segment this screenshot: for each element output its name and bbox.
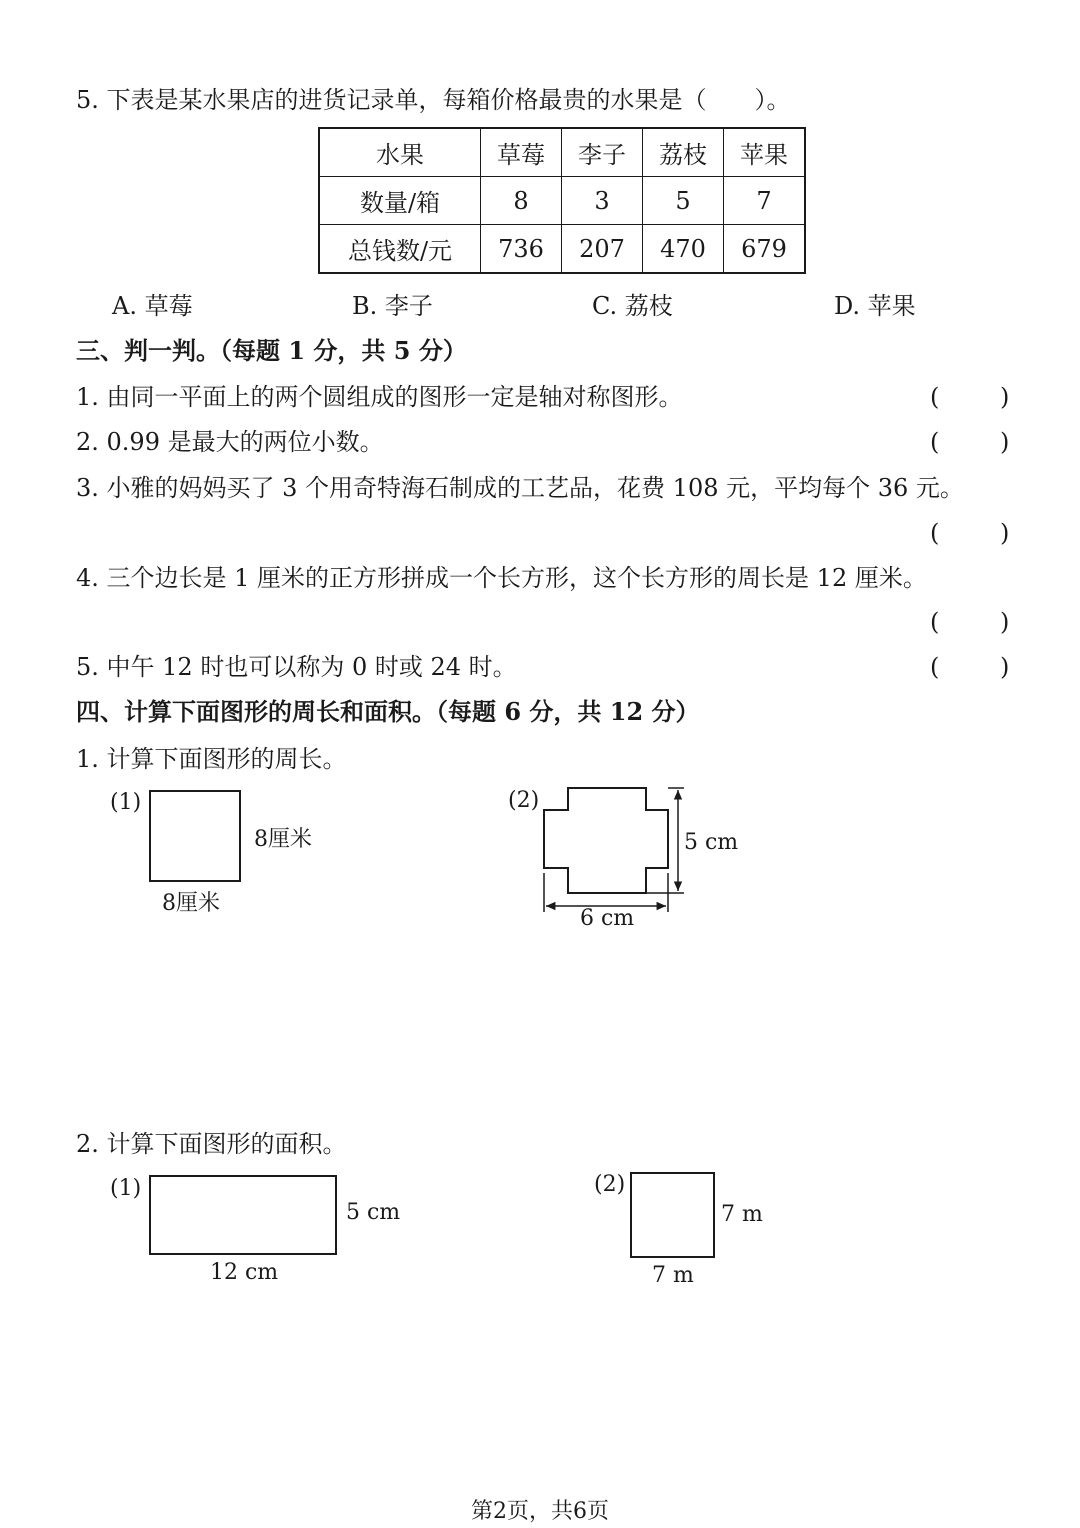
part1-title: 1. 计算下面图形的周长。 (76, 745, 347, 773)
dimension-label: 5 cm (684, 830, 739, 855)
q5-stem: 5. 下表是某水果店的进货记录单，每箱价格最贵的水果是（ ）。 (76, 86, 791, 114)
paren-close: ) (1000, 383, 1010, 411)
table-cell: 7 (724, 177, 806, 225)
paren-open: ( (930, 519, 940, 547)
option-c: C. 荔枝 (592, 292, 673, 320)
section3-title: 三、判一判。（每题 1 分，共 5 分） (76, 336, 467, 365)
table-cell: 5 (643, 177, 724, 225)
table-cell: 736 (481, 225, 562, 274)
option-d: D. 苹果 (834, 292, 916, 320)
table-cell: 草莓 (481, 128, 562, 177)
dimension-label: 6 cm (580, 906, 635, 931)
dimension-label: 7 m (652, 1263, 694, 1288)
dimension-label: 8厘米 (254, 827, 312, 852)
rectangle-figure (149, 1175, 337, 1255)
dimension-label: 7 m (721, 1202, 763, 1227)
square-figure (630, 1172, 715, 1258)
figure-label: (1) (110, 790, 142, 815)
judge-item-4: 4. 三个边长是 1 厘米的正方形拼成一个长方形，这个长方形的周长是 12 厘米。 (76, 564, 927, 592)
option-a: A. 草莓 (112, 292, 193, 320)
paren-close: ) (1000, 608, 1010, 636)
judge-item-2: 2. 0.99 是最大的两位小数。 (76, 428, 384, 456)
table-cell: 数量/箱 (319, 177, 481, 225)
table-cell: 470 (643, 225, 724, 274)
paren-close: ) (1000, 428, 1010, 456)
page-footer: 第2页，共6页 (471, 1499, 609, 1524)
table-cell: 3 (562, 177, 643, 225)
square-figure (149, 790, 241, 882)
judge-item-3: 3. 小雅的妈妈买了 3 个用奇特海石制成的工艺品，花费 108 元，平均每个 36 元。 (76, 474, 964, 502)
paren-close: ) (1000, 653, 1010, 681)
table-row (319, 225, 805, 274)
table-cell: 李子 (562, 128, 643, 177)
part2-title: 2. 计算下面图形的面积。 (76, 1130, 347, 1158)
section4-title: 四、计算下面图形的周长和面积。（每题 6 分，共 12 分） (76, 697, 700, 726)
table-cell: 水果 (319, 128, 481, 177)
dimension-label: 8厘米 (162, 891, 220, 916)
figure-label: (1) (110, 1176, 142, 1201)
table-cell: 苹果 (724, 128, 806, 177)
fruit-purchase-table (318, 127, 806, 274)
figure-label: (2) (594, 1172, 626, 1197)
paren-open: ( (930, 383, 940, 411)
cross-shape-figure (530, 780, 700, 920)
table-cell: 荔枝 (643, 128, 724, 177)
paren-close: ) (1000, 519, 1010, 547)
table-cell: 8 (481, 177, 562, 225)
paren-open: ( (930, 653, 940, 681)
table-cell: 679 (724, 225, 806, 274)
judge-item-5: 5. 中午 12 时也可以称为 0 时或 24 时。 (76, 653, 517, 681)
table-cell: 207 (562, 225, 643, 274)
judge-item-1: 1. 由同一平面上的两个圆组成的图形一定是轴对称图形。 (76, 383, 683, 411)
dimension-label: 5 cm (346, 1200, 401, 1225)
option-b: B. 李子 (352, 292, 433, 320)
paren-open: ( (930, 608, 940, 636)
paren-open: ( (930, 428, 940, 456)
table-row (319, 177, 805, 225)
dimension-label: 12 cm (210, 1260, 279, 1285)
table-cell: 总钱数/元 (319, 225, 481, 274)
figure-label: (2) (508, 788, 540, 813)
table-row (319, 128, 805, 177)
